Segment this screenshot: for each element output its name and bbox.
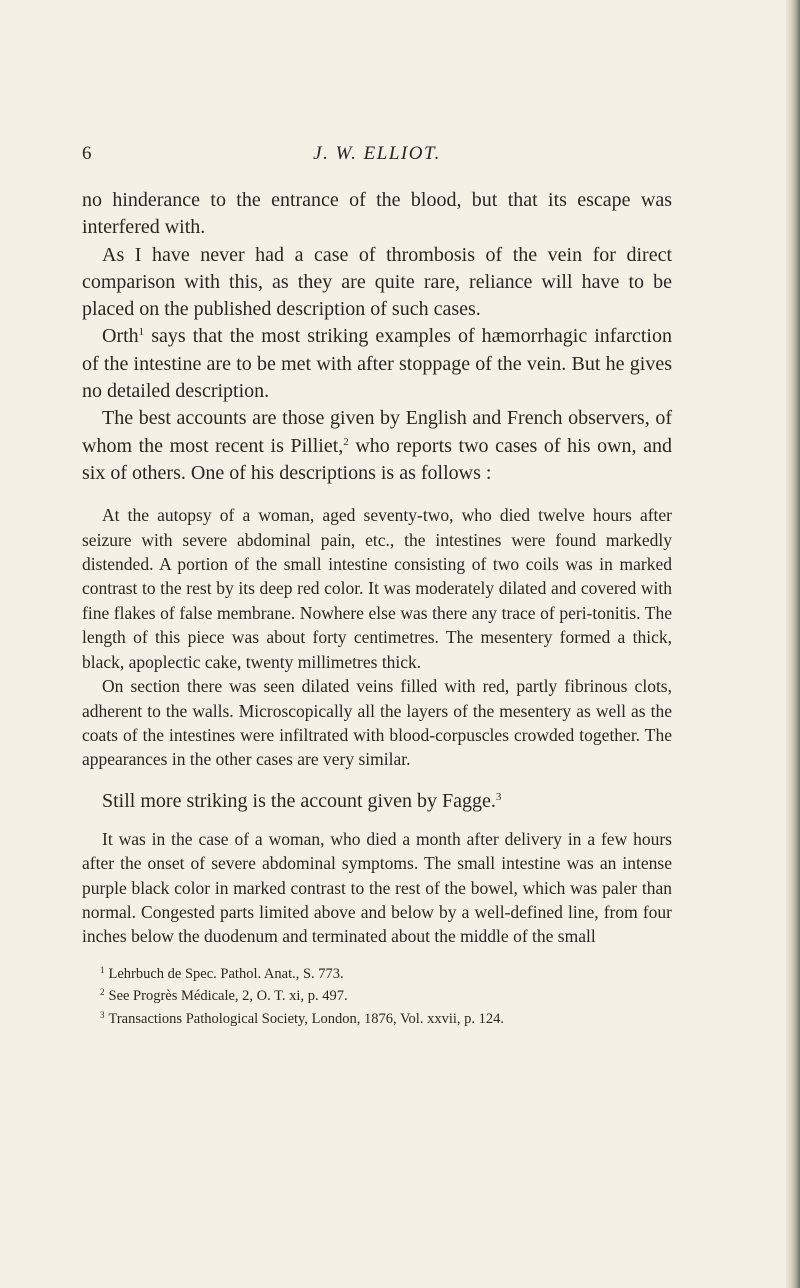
paragraph: As I have never had a case of thrombosis of the vein for direct comparison with this, as they are quite rare, reliance will have to be placed on the published description of such cases. bbox=[82, 243, 672, 321]
footnote-text: Transactions Pathological Society, London, 1876, Vol. xxvii, p. 124. bbox=[108, 1010, 505, 1027]
footnote-text: Lehrbuch de Spec. Pathol. Anat., S. 773. bbox=[108, 965, 344, 982]
block-quote bbox=[82, 503, 672, 771]
footnote-ref: 3 bbox=[495, 790, 502, 803]
paragraph: no hinderance to the entrance of the blood, but that its escape was interfered with. bbox=[82, 189, 672, 239]
footnote bbox=[82, 1006, 672, 1029]
page-number: 6 bbox=[82, 143, 92, 164]
footnote-text: See Progrès Médicale, 2, O. T. xi, p. 497. bbox=[108, 988, 348, 1005]
footnote-mark: 3 bbox=[100, 1009, 105, 1020]
running-title: J. W. ELLIOT. bbox=[313, 143, 441, 164]
footnote-mark: 2 bbox=[100, 987, 105, 998]
paragraph bbox=[82, 323, 672, 405]
footnote bbox=[82, 983, 672, 1006]
paragraph-text: who reports two cases of his own, and six of others. One of his descriptions is as follows : bbox=[82, 434, 672, 484]
paragraph-text: says that the most striking examples of hæmorrhagic infarction of the intestine are to be met with after stoppage of the vein. But he gives no detailed description. bbox=[82, 325, 672, 403]
paragraph-text: Still more striking is the account given by Fagge. bbox=[102, 789, 496, 812]
paragraph-text: Orth bbox=[102, 325, 139, 348]
footnote-mark: 1 bbox=[100, 964, 105, 975]
quote-paragraph: It was in the case of a woman, who died a month after delivery in a few hours after the onset of severe abdominal symptoms. The small intestine was an intense purple black color in marked contrast to the rest of the bowel, which was paler than normal. Congested parts limited above and below by a well-defined line, from four inches below the duodenum and terminated about the middle of the small bbox=[82, 828, 672, 947]
page-header bbox=[82, 143, 672, 167]
page-edge-shadow bbox=[786, 0, 800, 1288]
paragraph bbox=[82, 788, 672, 815]
footnote-ref: 1 bbox=[138, 326, 145, 339]
quote-paragraph: On section there was seen dilated veins filled with red, partly fibrinous clots, adherent to the walls. Microscopically all the layers of the mesentery as well as the coats of the intestines were infiltrated with blood-corpuscles crowded together. The appearances in the other cases are very similar. bbox=[82, 676, 672, 770]
paragraph bbox=[82, 405, 672, 487]
paragraph-text: The best accounts are those given by English and French observers, of whom the most recent is Pilliet, bbox=[82, 407, 672, 457]
footnote bbox=[82, 961, 672, 984]
footnote-ref: 2 bbox=[343, 435, 349, 448]
block-quote bbox=[82, 827, 672, 949]
page-text bbox=[82, 187, 672, 1029]
footnotes bbox=[82, 961, 672, 1029]
quote-paragraph: At the autopsy of a woman, aged seventy-two, who died twelve hours after seizure with severe abdominal pain, etc., the intestines were found markedly distended. A portion of the small intestine consisting of two coils was in marked contrast to the rest by its deep red color. It was moderately dilated and covered with fine flakes of false membrane. Nowhere else was there any trace of peri-tonitis. The length of this piece was about forty centimetres. The mesentery formed a thick, black, apoplectic cake, twenty millimetres thick. bbox=[82, 505, 672, 672]
